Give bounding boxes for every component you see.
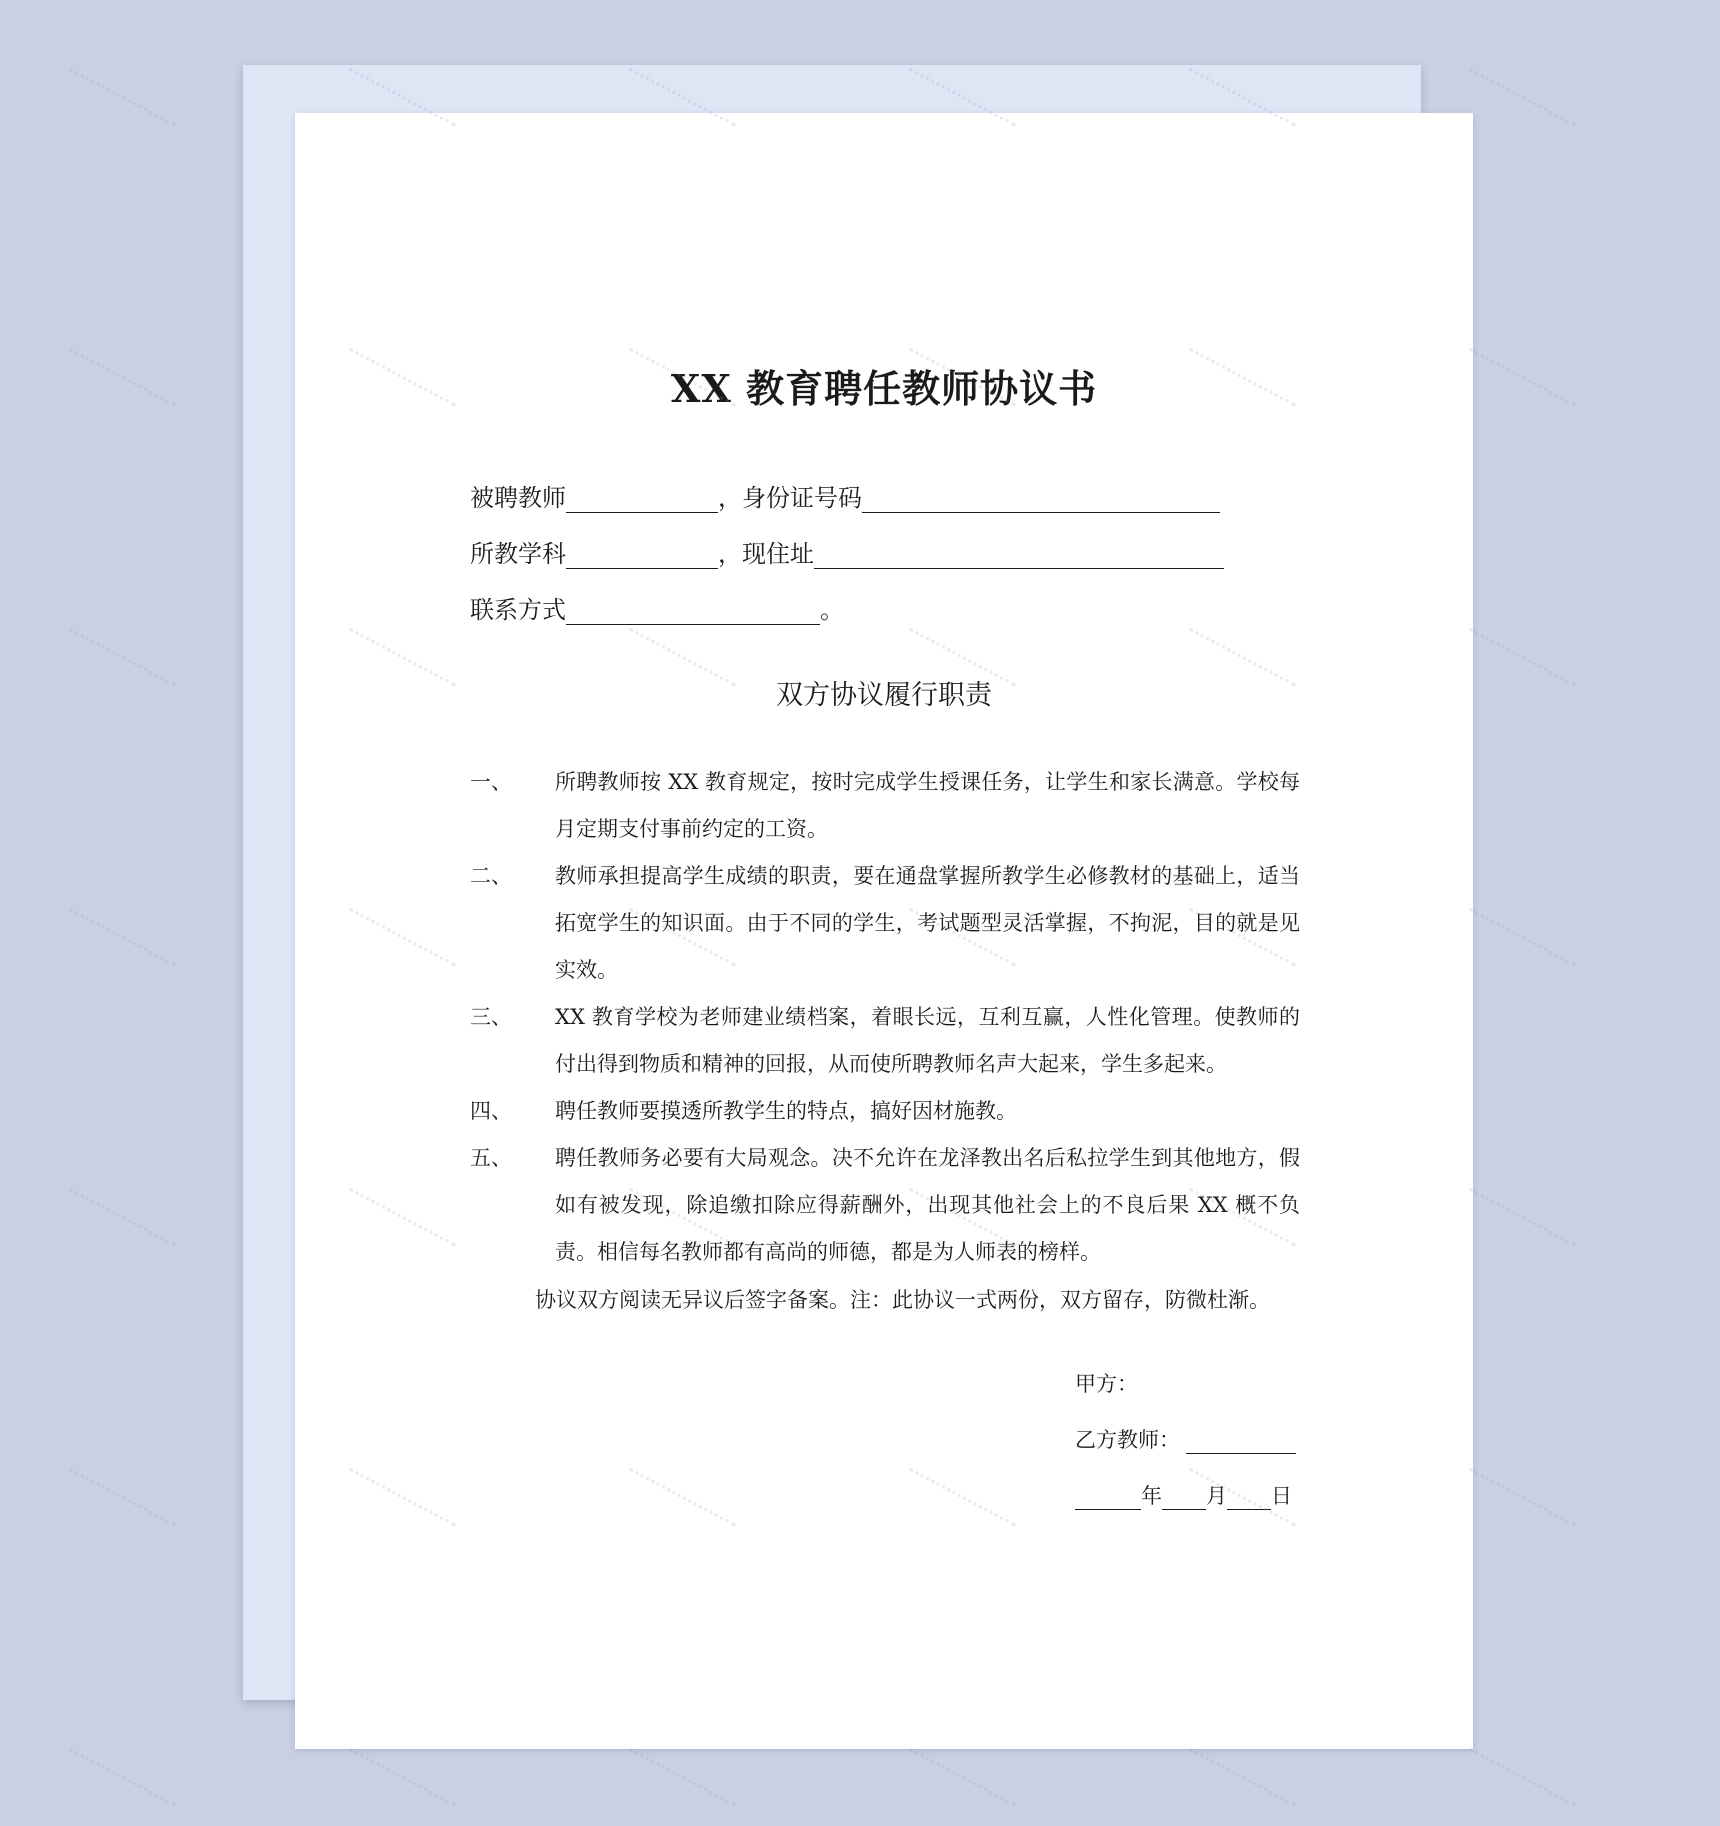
- clause-5: [470, 1135, 1300, 1276]
- watermark-mark: [1464, 908, 1576, 976]
- watermark-mark: [1184, 1748, 1296, 1816]
- clause-number: 五、: [470, 1146, 512, 1170]
- clause-2: [470, 853, 1300, 994]
- contact-blank: [566, 602, 820, 625]
- section-title: 双方协议履行职责: [776, 680, 992, 711]
- watermark-mark: [64, 1748, 176, 1816]
- watermark-mark: [1464, 68, 1576, 136]
- clause-3: [470, 994, 1300, 1088]
- clause-text: 教师承担提高学生成绩的职责，要在通盘掌握所教学生必修教材的基础上，适当拓宽学生的知识面。由于不同的学生，考试题型灵活掌握，不拘泥，目的就是见实效。: [555, 864, 1300, 982]
- clause-number: 一、: [470, 770, 512, 794]
- clause-text: 聘任教师务必要有大局观念。决不允许在龙泽教出名后私拉学生到其他地方，假如有被发现，除追缴扣除应得薪酬外，出现其他社会上的不良后果 XX 概不负责。相信每名教师都有高尚的师德，都是为人师表的榜样。: [555, 1146, 1300, 1264]
- subject-blank: [566, 546, 718, 569]
- clause-text: 聘任教师要摸透所教学生的特点，搞好因材施教。: [555, 1099, 1017, 1123]
- subject-address-line: [470, 534, 1224, 569]
- contact-label: 联系方式: [470, 596, 566, 624]
- watermark-mark: [344, 1748, 456, 1816]
- watermark-mark: [1464, 1748, 1576, 1816]
- party-b-blank: [1186, 1431, 1296, 1454]
- document-page: [295, 113, 1473, 1749]
- contact-end: 。: [820, 596, 844, 624]
- party-a-label: 甲方：: [1075, 1372, 1138, 1396]
- clause-1: [470, 759, 1300, 853]
- watermark-mark: [64, 1188, 176, 1256]
- clause-4: [470, 1088, 1300, 1135]
- clause-number: 三、: [470, 1005, 512, 1029]
- party-a-line: [1075, 1368, 1138, 1398]
- address-label: ，现住址: [718, 540, 814, 568]
- year-label: 年: [1141, 1484, 1162, 1508]
- date-line: [1075, 1480, 1292, 1510]
- year-blank: [1075, 1487, 1141, 1510]
- teacher-id-line: [470, 478, 1220, 513]
- watermark-mark: [64, 1468, 176, 1536]
- watermark-mark: [64, 348, 176, 416]
- month-label: 月: [1206, 1484, 1227, 1508]
- watermark-mark: [904, 1748, 1016, 1816]
- teacher-name-blank: [566, 490, 718, 513]
- watermark-mark: [624, 1748, 736, 1816]
- clause-text: 所聘教师按 XX 教育规定，按时完成学生授课任务，让学生和家长满意。学校每月定期支付事前约定的工资。: [555, 770, 1300, 841]
- watermark-mark: [64, 628, 176, 696]
- document-title: XX 教育聘任教师协议书: [670, 366, 1098, 411]
- watermark-mark: [1464, 348, 1576, 416]
- address-blank: [814, 546, 1224, 569]
- watermark-mark: [1464, 1188, 1576, 1256]
- contact-line: [470, 590, 844, 625]
- subject-label: 所教学科: [470, 540, 566, 568]
- party-b-line: [1075, 1424, 1296, 1454]
- day-label: 日: [1271, 1484, 1292, 1508]
- watermark-mark: [64, 908, 176, 976]
- id-number-blank: [862, 490, 1220, 513]
- watermark-mark: [1464, 1468, 1576, 1536]
- watermark-mark: [1464, 628, 1576, 696]
- clause-text: XX 教育学校为老师建业绩档案，着眼长远，互利互赢，人性化管理。使教师的付出得到物质和精神的回报，从而使所聘教师名声大起来，学生多起来。: [555, 1005, 1300, 1076]
- watermark-mark: [64, 68, 176, 136]
- day-blank: [1227, 1487, 1271, 1510]
- closing-statement: 协议双方阅读无异议后签字备案。注：此协议一式两份，双方留存，防微杜渐。: [535, 1288, 1270, 1312]
- teacher-label: 被聘教师: [470, 484, 566, 512]
- party-b-label: 乙方教师：: [1075, 1428, 1180, 1452]
- month-blank: [1162, 1487, 1206, 1510]
- id-label: ，身份证号码: [718, 484, 862, 512]
- clause-number: 四、: [470, 1099, 512, 1123]
- clause-number: 二、: [470, 864, 512, 888]
